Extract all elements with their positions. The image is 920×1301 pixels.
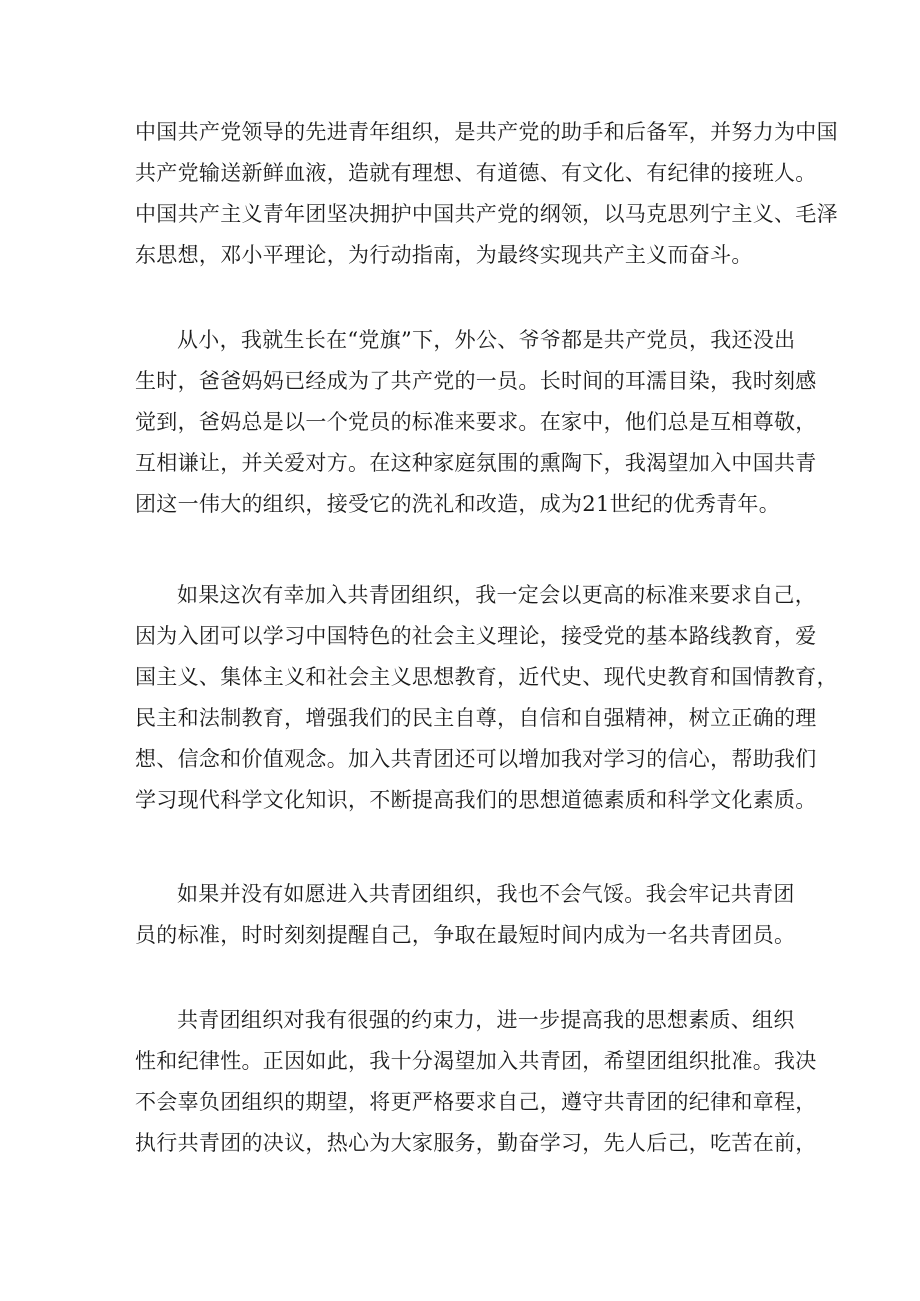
text-line: 生时，爸爸妈妈已经成为了共产党的一员。长时间的耳濡目染，我时刻感 — [135, 369, 817, 393]
text-line: 想、信念和价值观念。加入共青团还可以增加我对学习的信心，帮助我们 — [135, 747, 817, 771]
text-line: 性和纪律性。正因如此，我十分渴望加入共青团，希望团组织批准。我决 — [135, 1049, 817, 1073]
text-line: 中国共产党领导的先进青年组织，是共产党的助手和后备军，并努力为中国 — [135, 120, 838, 144]
text-line: 团这一伟大的组织，接受它的洗礼和改造，成为21世纪的优秀青年。 — [135, 492, 781, 516]
text-line: 中国共产主义青年团坚决拥护中国共产党的纲领，以马克思列宁主义、毛泽 — [135, 202, 838, 226]
text-line: 觉到，爸妈总是以一个党员的标准来要求。在家中，他们总是互相尊敬， — [135, 410, 817, 434]
text-line-indented: 如果这次有幸加入共青团组织，我一定会以更高的标准来要求自己， — [177, 583, 816, 607]
text-line: 因为入团可以学习中国特色的社会主义理论，接受党的基本路线教育，爱 — [135, 624, 817, 648]
text-line-indented: 共青团组织对我有很强的约束力，进一步提高我的思想素质、组织 — [177, 1008, 795, 1032]
text-line: 东思想，邓小平理论，为行动指南，为最终实现共产主义而奋斗。 — [135, 243, 753, 267]
paragraph-5 — [135, 1000, 817, 1164]
text-line: 不会辜负团组织的期望，将更严格要求自己，遵守共青团的纪律和章程， — [135, 1090, 817, 1114]
paragraph-2 — [135, 320, 817, 525]
text-line: 民主和法制教育，增强我们的民主自尊，自信和自强精神，树立正确的理 — [135, 706, 817, 730]
paragraph-3 — [135, 575, 838, 821]
paragraph-4 — [135, 874, 795, 956]
text-line: 国主义、集体主义和社会主义思想教育，近代史、现代史教育和国情教育， — [135, 665, 838, 689]
text-line: 执行共青团的决议，热心为大家服务，勤奋学习，先人后己，吃苦在前， — [135, 1131, 817, 1155]
text-line: 学习现代科学文化知识，不断提高我们的思想道德素质和科学文化素质。 — [135, 788, 817, 812]
text-line-indented: 从小，我就生长在“党旗”下，外公、爷爷都是共产党员，我还没出 — [177, 328, 796, 352]
text-line: 互相谦让，并关爱对方。在这种家庭氛围的熏陶下，我渴望加入中国共青 — [135, 451, 817, 475]
text-line: 共产党输送新鲜血液，造就有理想、有道德、有文化、有纪律的接班人。 — [135, 161, 817, 185]
paragraph-1 — [135, 112, 838, 276]
text-line: 员的标准，时时刻刻提醒自己，争取在最短时间内成为一名共青团员。 — [135, 923, 796, 947]
text-line-indented: 如果并没有如愿进入共青团组织，我也不会气馁。我会牢记共青团 — [177, 882, 795, 906]
